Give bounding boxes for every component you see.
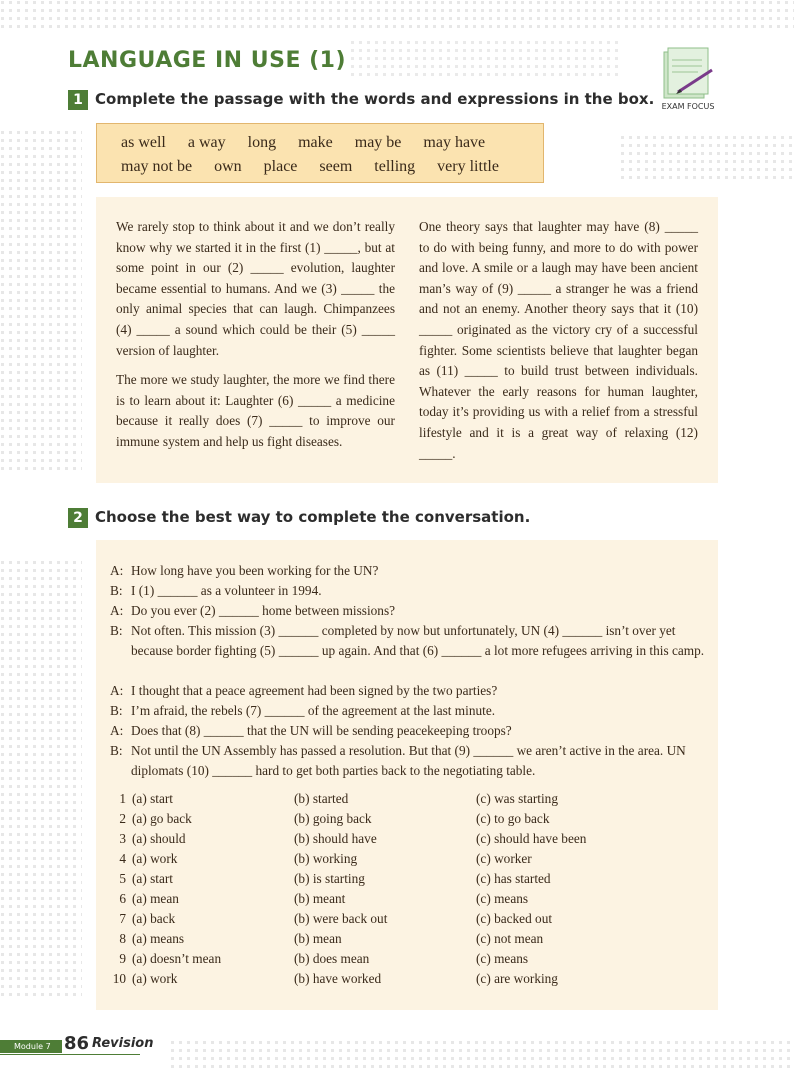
option-c: (c) should have been bbox=[476, 831, 587, 846]
option-b: (b) mean bbox=[294, 931, 342, 946]
word-box-row-1 bbox=[121, 134, 507, 152]
option-b: (b) should have bbox=[294, 831, 377, 846]
word-item: make bbox=[298, 134, 333, 151]
word-item: long bbox=[247, 134, 277, 151]
option-a: (a) doesn’t mean bbox=[132, 951, 222, 966]
option-b: (b) have worked bbox=[294, 971, 382, 986]
option-c: (c) backed out bbox=[476, 911, 553, 926]
option-row bbox=[108, 811, 708, 831]
option-row bbox=[108, 911, 708, 931]
dot-pattern-left-lower bbox=[0, 560, 82, 1000]
passage-right-column bbox=[419, 217, 698, 473]
dot-pattern-right bbox=[620, 135, 794, 180]
speaker-label: B: bbox=[110, 583, 123, 598]
option-c: (c) means bbox=[476, 951, 529, 966]
footer-divider bbox=[0, 1054, 140, 1055]
option-number: 2 bbox=[119, 811, 126, 826]
option-row bbox=[108, 851, 708, 871]
option-number: 7 bbox=[119, 911, 126, 926]
dialogue-text: I thought that a peace agreement had been signed by the two parties? bbox=[131, 683, 498, 698]
speaker-label: A: bbox=[110, 603, 124, 618]
dialogue-text: Not often. This mission (3) ______ completed by now but unfortunately, UN (4) ______ isn’t over yet because border fighting (5) ______ up again. And that (6) ______ a lot more refugees arriving in this camp. bbox=[131, 623, 705, 658]
section-2-instruction: Choose the best way to complete the conversation. bbox=[95, 508, 531, 526]
word-box-row-2 bbox=[121, 158, 521, 176]
dot-pattern-top bbox=[0, 0, 794, 30]
option-number: 8 bbox=[119, 931, 126, 946]
word-item: place bbox=[263, 158, 298, 175]
option-a: (a) start bbox=[132, 871, 173, 886]
option-row bbox=[108, 791, 708, 811]
word-item: may have bbox=[423, 134, 486, 151]
option-row bbox=[108, 951, 708, 971]
word-item: may be bbox=[354, 134, 402, 151]
speaker-label: A: bbox=[110, 563, 124, 578]
dot-pattern-left bbox=[0, 130, 82, 470]
option-row bbox=[108, 891, 708, 911]
exam-focus-label: EXAM FOCUS bbox=[661, 102, 715, 111]
dialogue-text: Does that (8) ______ that the UN will be sending peacekeeping troops? bbox=[131, 723, 512, 738]
dialogue-text: How long have you been working for the UN? bbox=[131, 563, 379, 578]
dialogue-text: I’m afraid, the rebels (7) ______ of the agreement at the last minute. bbox=[131, 703, 496, 718]
word-box bbox=[96, 123, 544, 183]
option-a: (a) start bbox=[132, 791, 173, 806]
dialogue-line bbox=[110, 601, 705, 621]
option-b: (b) started bbox=[294, 791, 349, 806]
dialogue-line bbox=[110, 581, 705, 601]
passage-paragraph: The more we study laughter, the more we find there is to learn about it: Laughter (6) _____ a medicine because it really does (7) _____ to improve our immune system and help us fight diseases. bbox=[116, 372, 395, 449]
option-c: (c) to go back bbox=[476, 811, 550, 826]
exam-focus-icon bbox=[652, 46, 724, 102]
page-title: LANGUAGE IN USE (1) bbox=[68, 48, 347, 73]
word-item: own bbox=[214, 158, 242, 175]
option-number: 9 bbox=[119, 951, 126, 966]
footer-page-number: 86 bbox=[64, 1033, 90, 1054]
section-2-number: 2 bbox=[68, 508, 88, 528]
option-row bbox=[108, 831, 708, 851]
dot-pattern-bottom bbox=[170, 1040, 794, 1070]
section-1-instruction: Complete the passage with the words and expressions in the box. bbox=[95, 90, 655, 108]
option-a: (a) back bbox=[132, 911, 176, 926]
passage-paragraph: We rarely stop to think about it and we don’t really know why we started it in the first (1) _____, but at some point in our (2) _____ evolution, laughter became essential to humans. And we (3) _____ the only animal species that can laugh. Chimpanzees (4) _____ a sound which could be their (5) _____ version of laughter. bbox=[116, 219, 395, 358]
option-b: (b) is starting bbox=[294, 871, 365, 886]
option-b: (b) does mean bbox=[294, 951, 370, 966]
dialogue-line bbox=[110, 621, 705, 661]
option-number: 6 bbox=[119, 891, 126, 906]
passage-panel bbox=[96, 197, 718, 483]
word-item: very little bbox=[437, 158, 499, 175]
option-c: (c) not mean bbox=[476, 931, 544, 946]
speaker-label: A: bbox=[110, 683, 124, 698]
speaker-label: B: bbox=[110, 703, 123, 718]
option-row bbox=[108, 971, 708, 991]
option-number: 4 bbox=[119, 851, 126, 866]
footer-module-label: Module 7 bbox=[0, 1040, 62, 1053]
passage-left-column bbox=[116, 217, 395, 462]
word-item: may not be bbox=[121, 158, 193, 175]
word-item: as well bbox=[121, 134, 166, 151]
option-number: 10 bbox=[112, 971, 126, 986]
passage-paragraph: One theory says that laughter may have (8) _____ to do with being funny, and more to do with power and love. A smile or a laugh may have been ancient man’s way of (9) _____ a stranger he was a friend and not an enemy. Another theory says that it (10) _____ originated as the victory cry of a successful fighter. Some scientists believe that laughter began as (11) _____ to build trust between individuals. Whatever the early reasons for human laughter, today it’s providing us with a relief from a stressful lifestyle and it is a great way of relaxing (12) _____. bbox=[419, 219, 698, 461]
option-row bbox=[108, 931, 708, 951]
dialogue-line bbox=[110, 721, 705, 741]
section-1-number: 1 bbox=[68, 90, 88, 110]
option-number: 1 bbox=[119, 791, 126, 806]
option-a: (a) should bbox=[132, 831, 186, 846]
option-a: (a) work bbox=[132, 971, 178, 986]
option-number: 5 bbox=[119, 871, 126, 886]
dialogue-line bbox=[110, 701, 705, 721]
option-b: (b) meant bbox=[294, 891, 346, 906]
speaker-label: A: bbox=[110, 723, 124, 738]
option-number: 3 bbox=[119, 831, 126, 846]
option-row bbox=[108, 871, 708, 891]
option-b: (b) working bbox=[294, 851, 358, 866]
option-b: (b) were back out bbox=[294, 911, 388, 926]
dialogue-text: I (1) ______ as a volunteer in 1994. bbox=[131, 583, 322, 598]
speaker-label: B: bbox=[110, 743, 123, 758]
option-c: (c) has started bbox=[476, 871, 551, 886]
option-a: (a) work bbox=[132, 851, 178, 866]
dot-pattern-title bbox=[350, 40, 620, 80]
speaker-label: B: bbox=[110, 623, 123, 638]
option-c: (c) means bbox=[476, 891, 529, 906]
dialogue-line bbox=[110, 681, 705, 701]
option-a: (a) means bbox=[132, 931, 185, 946]
word-item: telling bbox=[374, 158, 416, 175]
dialogue-line bbox=[110, 561, 705, 581]
dialogue-text: Not until the UN Assembly has passed a resolution. But that (9) ______ we aren’t active in the area. UN diplomats (10) ______ hard to get both parties back to the negotiating table. bbox=[131, 743, 686, 778]
option-a: (a) go back bbox=[132, 811, 192, 826]
word-item: a way bbox=[187, 134, 226, 151]
dialogue-text: Do you ever (2) ______ home between missions? bbox=[131, 603, 396, 618]
footer-section-label: Revision bbox=[92, 1036, 154, 1051]
option-c: (c) was starting bbox=[476, 791, 558, 806]
word-item: seem bbox=[319, 158, 353, 175]
option-c: (c) worker bbox=[476, 851, 532, 866]
exam-focus-logo bbox=[652, 46, 724, 112]
option-a: (a) mean bbox=[132, 891, 179, 906]
option-b: (b) going back bbox=[294, 811, 372, 826]
option-c: (c) are working bbox=[476, 971, 558, 986]
dialogue-line bbox=[110, 741, 705, 781]
